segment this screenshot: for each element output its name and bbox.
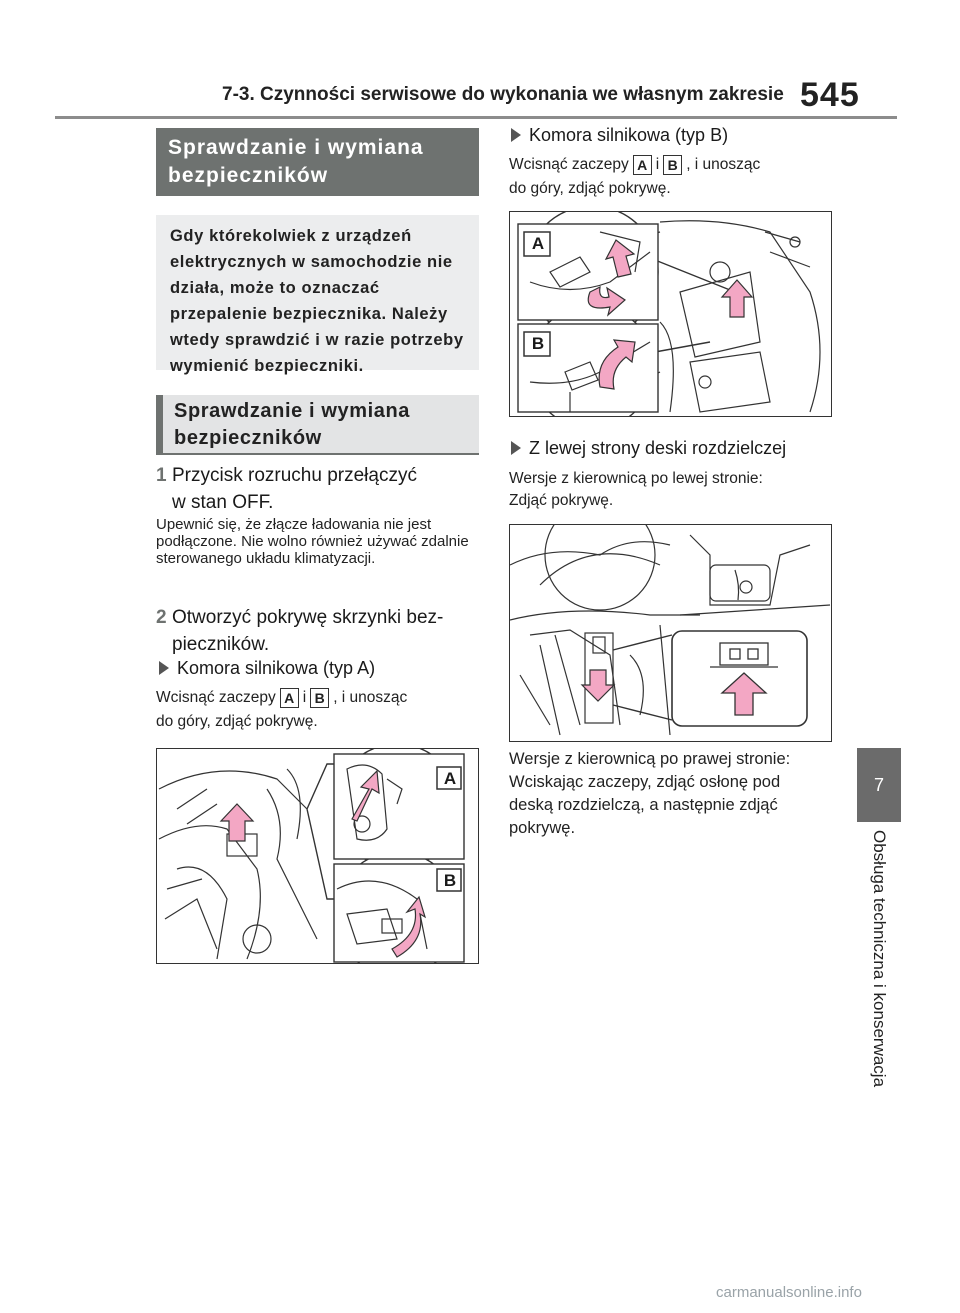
sub-heading-bar [156, 395, 163, 453]
step-1-line1: Przycisk rozruchu przełączyć [172, 465, 417, 486]
page-number: 545 [800, 76, 860, 114]
bullet-c-note [509, 468, 831, 512]
figure-label-a: A [531, 234, 545, 253]
chapter-side-label-wrap [869, 830, 893, 1130]
bullet-b-note-pre: Wcisnąć zaczepy [509, 156, 629, 173]
bullet-b-note-mid: i [655, 156, 660, 173]
bullet-b-note-post: , i unosząc [686, 156, 761, 173]
step-1-number: 1 [156, 465, 167, 486]
rhd-note-line1: Wersje z kierownicą po prawej stronie: [509, 750, 791, 768]
bullet-b-note-line2: do góry, zdjąć pokrywę. [509, 180, 671, 197]
figure-engine-type-b [509, 211, 832, 417]
step-2 [156, 604, 479, 664]
key-a-badge: A [280, 688, 299, 708]
step-1-note: Upewnić się, że złącze ładowania nie jest podłączone. Nie wolno również używać zdalnie sterowanego układu klimatyzacji. [156, 516, 469, 567]
step-1 [156, 462, 479, 522]
figure-engine-type-a [156, 748, 479, 964]
rhd-note-line3: deską rozdzielczą, a następnie zdjąć [509, 796, 778, 814]
engine-type-b-illustration [510, 212, 832, 417]
triangle-bullet-icon [159, 661, 169, 675]
sub-heading [156, 395, 479, 453]
step-2-line1: Otworzyć pokrywę skrzynki bez- [172, 607, 444, 628]
chapter-number: 7 [873, 774, 884, 795]
bullet-a-note-line2: do góry, zdjąć pokrywę. [156, 713, 318, 730]
rhd-note-line2: Wciskając zaczepy, zdjąć osłonę pod [509, 773, 781, 791]
key-b-badge: B [663, 155, 682, 175]
bullet-engine-type-b [511, 124, 831, 148]
bullet-dashboard-left [511, 437, 841, 461]
rhd-note-line4: pokrywę. [509, 819, 576, 837]
figure-label-b: B [531, 334, 545, 353]
bullet-engine-type-a [159, 657, 479, 681]
bullet-b-note [509, 153, 831, 201]
bullet-a-note-pre: Wcisnąć zaczepy [156, 689, 276, 706]
step-2-number: 2 [156, 607, 167, 628]
bullet-c-note-line2: Zdjąć pokrywę. [509, 492, 614, 509]
bullet-c-note-line1: Wersje z kierownicą po lewej stronie: [509, 470, 763, 487]
key-b-badge: B [310, 688, 329, 708]
watermark-text[interactable]: carmanualsonline.info [716, 1284, 862, 1301]
engine-type-a-illustration [157, 749, 479, 964]
step-1-line2: w stan OFF. [172, 492, 274, 513]
chapter-side-label: Obsługa techniczna i konserwacja [870, 830, 889, 1088]
triangle-bullet-icon [511, 441, 521, 455]
bullet-engine-type-a-text: Komora silnikowa (typ A) [177, 658, 376, 678]
dashboard-illustration [510, 525, 832, 742]
sub-heading-rule [156, 453, 479, 455]
step-2-line2: pieczników. [172, 634, 270, 655]
figure-label-a: A [443, 769, 457, 788]
running-header-title: 7-3. Czynności serwisowe do wykonania we własnym zakresie [222, 84, 784, 105]
figure-dashboard [509, 524, 832, 742]
bullet-a-note-post: , i unosząc [333, 689, 408, 706]
section-heading: Sprawdzanie i wymiana bezpieczników [156, 128, 479, 196]
figure-label-b: B [443, 871, 457, 890]
chapter-tab[interactable] [857, 748, 901, 822]
bullet-dashboard-left-text: Z lewej strony deski rozdzielczej [529, 438, 787, 458]
intro-box: Gdy którekolwiek z urządzeń elektrycznych w samochodzie nie działa, może to oznaczać przepalenie bezpiecznika. Należy wtedy sprawdzić i w razie potrzeby wymienić bezpieczniki. [156, 215, 479, 370]
bullet-a-note-mid: i [302, 689, 307, 706]
sub-heading-text: Sprawdzanie i wymiana bezpieczników [174, 400, 411, 449]
rhd-note [509, 748, 839, 840]
key-a-badge: A [633, 155, 652, 175]
header-rule [55, 116, 897, 119]
bullet-engine-type-b-text: Komora silnikowa (typ B) [529, 125, 729, 145]
triangle-bullet-icon [511, 128, 521, 142]
bullet-a-note [156, 686, 478, 734]
